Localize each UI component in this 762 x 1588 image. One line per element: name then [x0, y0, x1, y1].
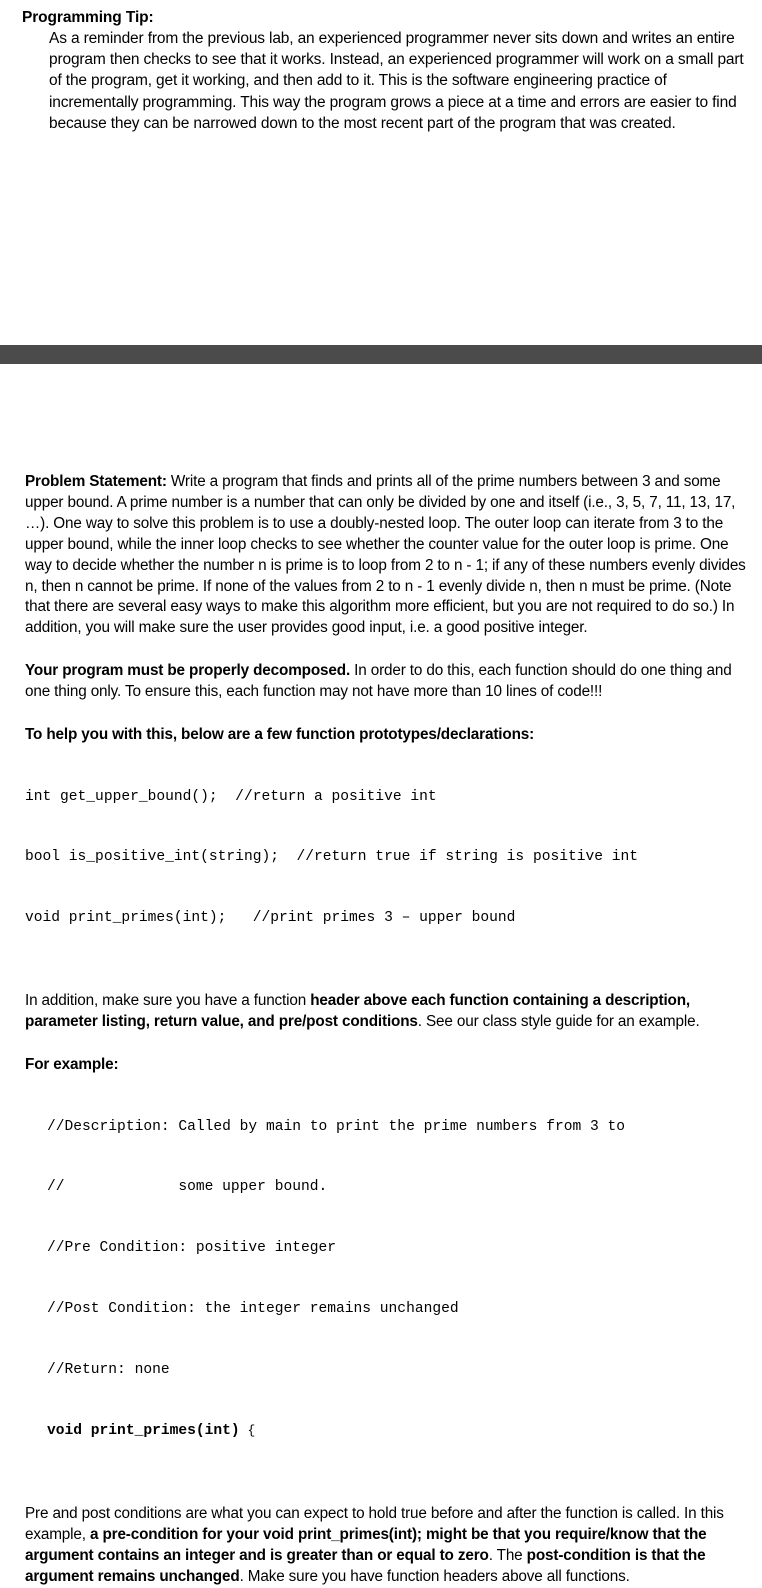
example-signature: void print_primes(int): [47, 1423, 240, 1439]
conditions-rest: . Make sure you have function headers above all functions.: [239, 1567, 630, 1585]
code-line: //Post Condition: the integer remains unchanged: [47, 1301, 459, 1318]
code-line: //Return: none: [47, 1362, 170, 1379]
programming-tip-heading: Programming Tip:: [22, 9, 154, 26]
decomposition-paragraph: [25, 661, 747, 703]
problem-statement-body: Write a program that finds and prints all of the prime numbers between 3 and some upper bound. A prime number is a number that can only be divided by one and itself (i.e., 3, 5, 7, 11, 13, 17, …). One way to solve this problem is to use a doubly-nested loop. The outer loop can iterate from 3 to the upper bound, while the inner loop checks to see whether the counter value for the outer loop is prime. One way to decide whether the number n is prime is to loop from 2 to n - 1; if any of these numbers evenly divides n, then n cannot be prime. If none of the values from 2 to n - 1 evenly divide n, then n must be prime. (Note that there are several easy ways to make this algorithm more efficient, but you are not required to do so.) In addition, you will make sure the user provides good input, i.e. a good positive integer.: [25, 473, 746, 637]
code-line: // some upper bound.: [47, 1179, 328, 1196]
function-header-note-bold: header above each function containing a description, parameter listing, return value, and pre/post conditions: [25, 992, 691, 1031]
conditions-bold-postcondition: post-condition is that the argument remains unchanged: [25, 1546, 706, 1585]
spacer: [25, 639, 747, 661]
spacer: [25, 703, 747, 725]
prototypes-code-block: [25, 746, 747, 969]
assignment-content: [25, 472, 747, 1588]
function-header-note-rest: . See our class style guide for an example.: [417, 1013, 700, 1031]
decomposition-rest: In order to do this, each function should do one thing and one thing only. To ensure this, each function may not have more than 10 lines of code!!!: [25, 662, 732, 701]
function-header-note-lead: In addition, make sure you have a function: [25, 992, 311, 1010]
spacer: [25, 969, 747, 991]
code-line: void print_primes(int); //print primes 3 – upper bound: [25, 910, 516, 927]
conditions-bold-precondition: a pre-condition for your void print_primes(int); might be that you require/know that the argument contains an integer and is greater than or equal to zero: [25, 1525, 707, 1564]
spacer: [25, 1033, 747, 1055]
conditions-mid: . The: [488, 1546, 527, 1564]
function-header-note-paragraph: [25, 991, 747, 1033]
code-line: int get_upper_bound(); //return a positive int: [25, 788, 437, 805]
section-divider-bar: [0, 345, 762, 364]
problem-statement-paragraph: [25, 472, 747, 639]
code-line: //Description: Called by main to print the prime numbers from 3 to: [47, 1118, 626, 1135]
decomposition-bold-lead: Your program must be properly decomposed.: [25, 662, 351, 680]
code-line: bool is_positive_int(string); //return true if string is positive int: [25, 849, 639, 866]
conditions-paragraph: [25, 1504, 747, 1588]
example-code-block: [47, 1076, 747, 1482]
code-line-signature: [47, 1421, 747, 1441]
programming-tip-body: As a reminder from the previous lab, an experienced programmer never sits down and writes an entire program then checks to see that it works. Instead, an experienced programmer will work on a small part of the program, get it working, and then add to it. This is the software engineering practice of incrementally programming. This way the program grows a piece at a time and errors are easier to find because they can be narrowed down to the most recent part of the program that was created.: [49, 30, 744, 132]
problem-statement-label: Problem Statement:: [25, 473, 167, 490]
programming-tip-section: [22, 8, 746, 134]
conditions-lead: Pre and post conditions are what you can expect to hold true before and after the function is called. In this example,: [25, 1504, 724, 1543]
code-line: //Pre Condition: positive integer: [47, 1240, 337, 1257]
for-example-heading: For example:: [25, 1056, 119, 1074]
prototypes-heading: To help you with this, below are a few function prototypes/declarations:: [25, 726, 535, 744]
spacer: [25, 1482, 747, 1504]
example-signature-brace: {: [239, 1423, 256, 1438]
